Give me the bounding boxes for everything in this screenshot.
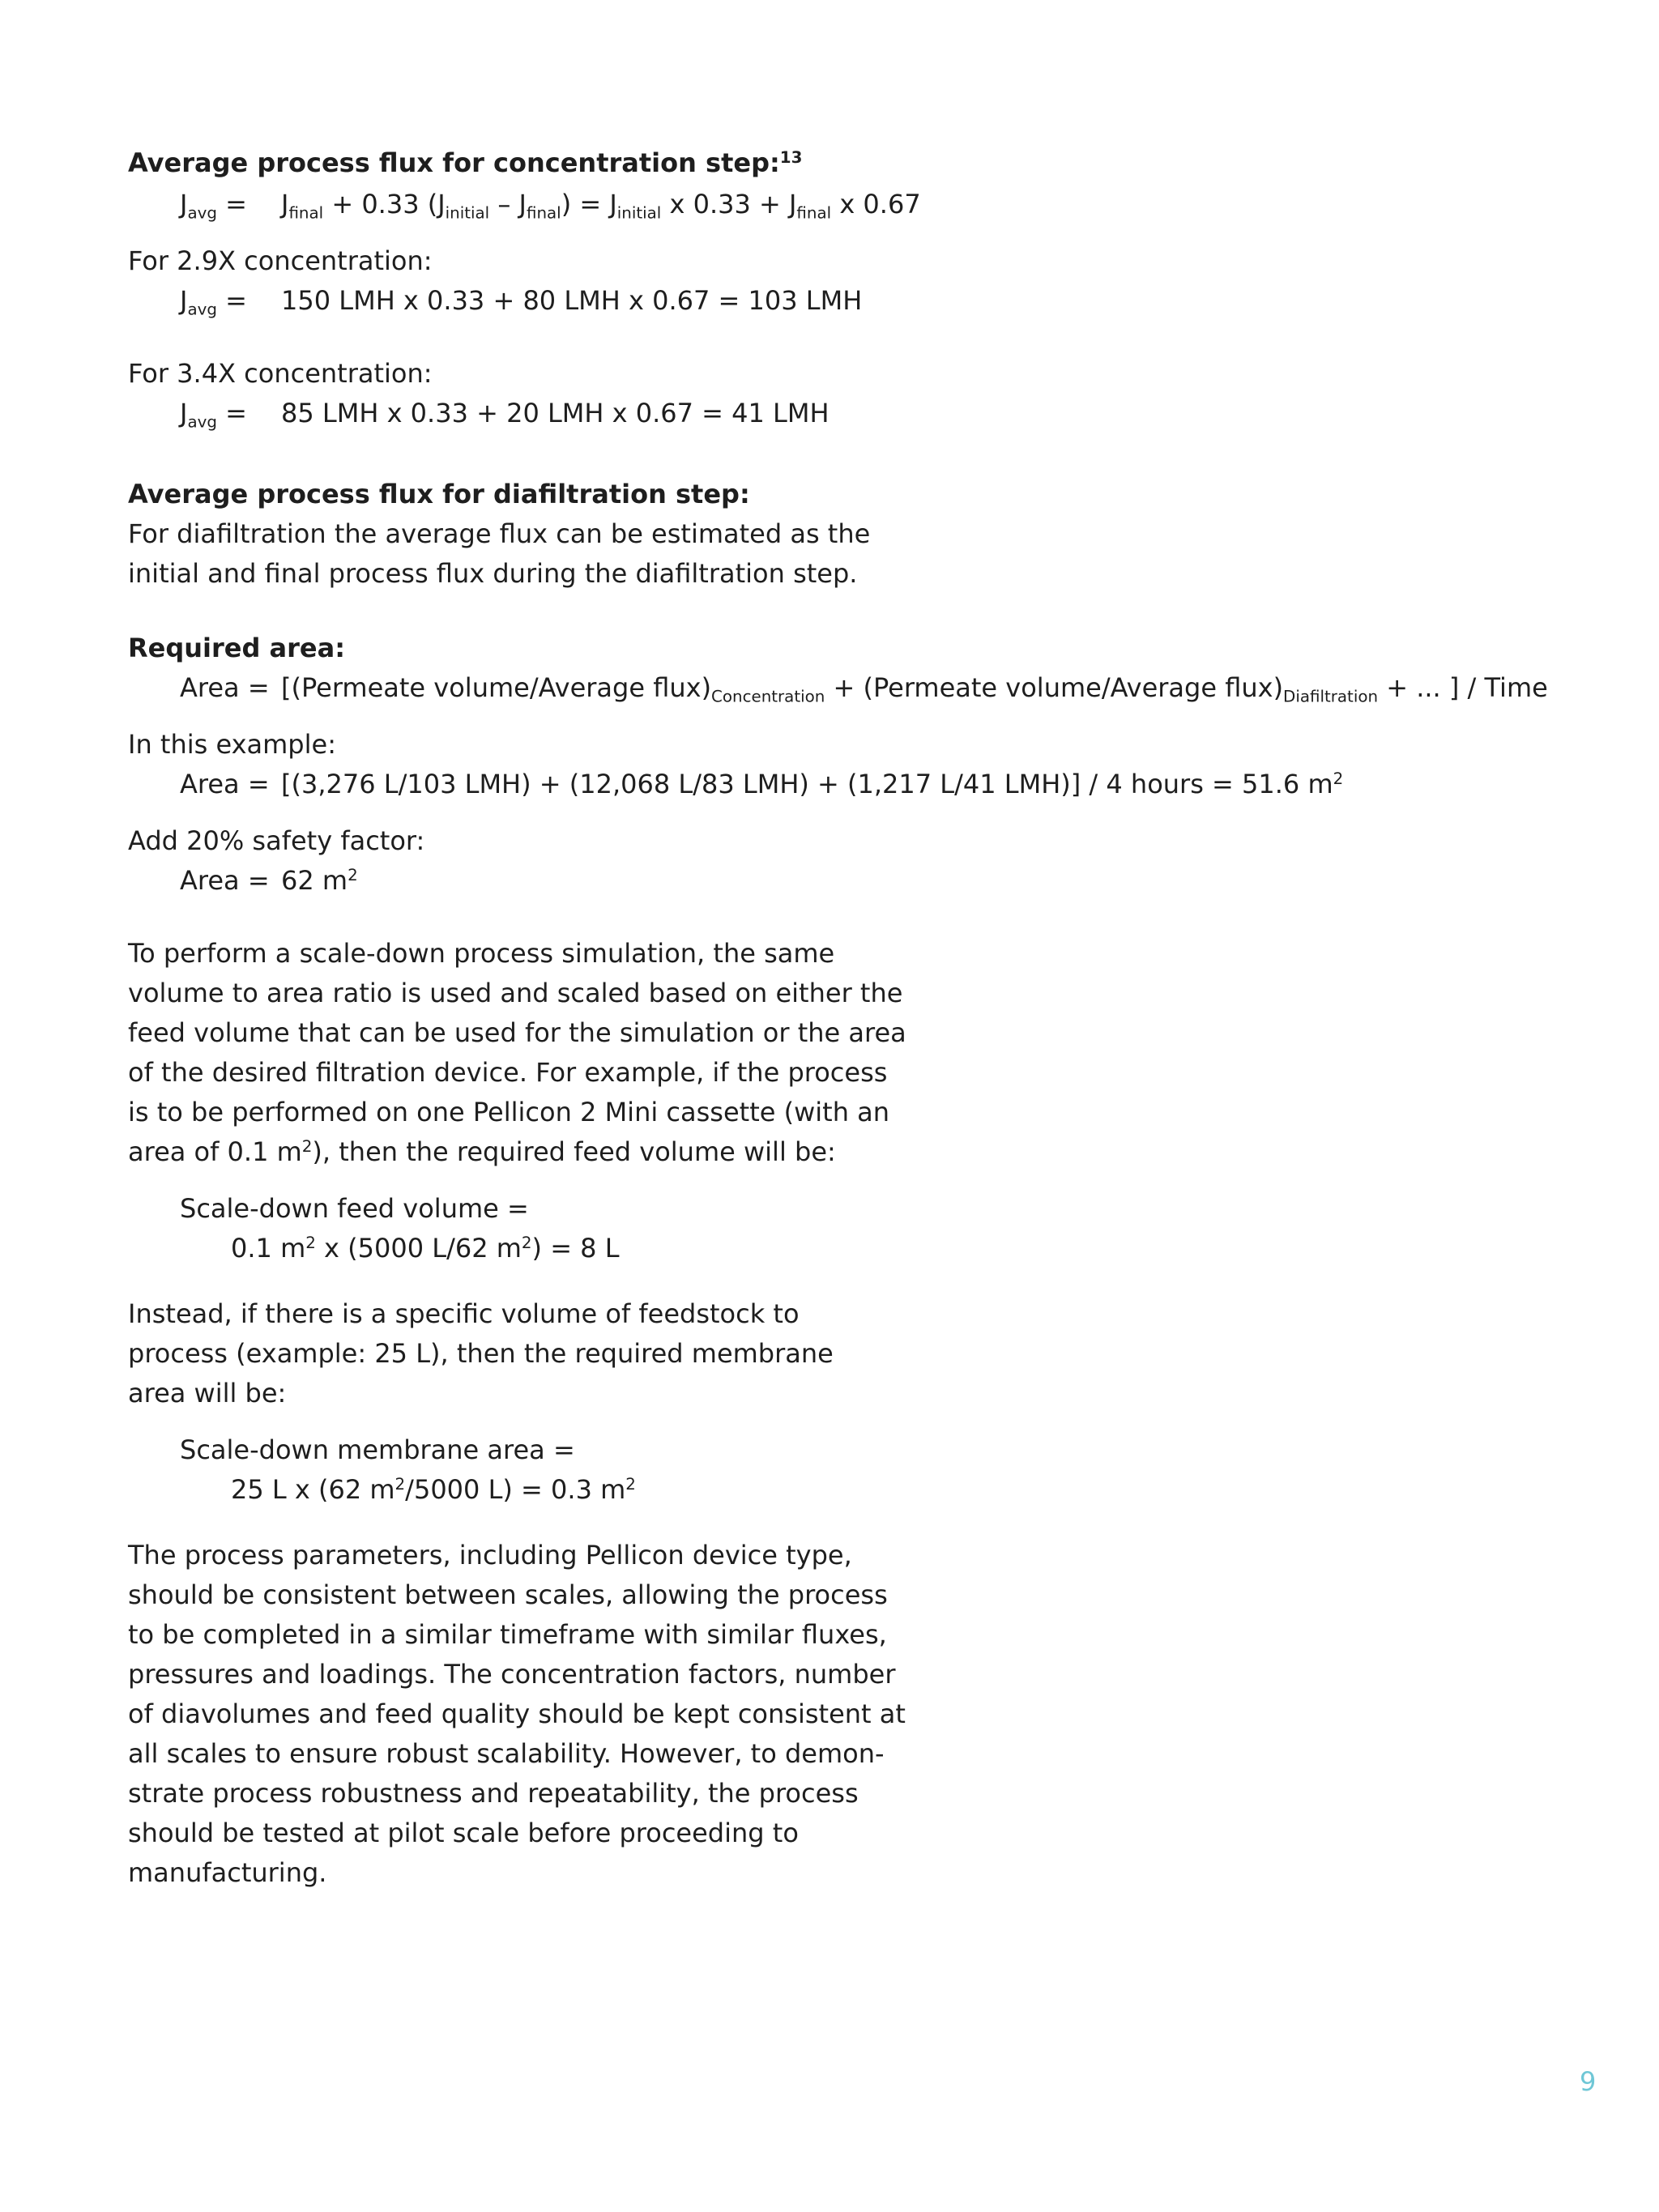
example-rhs: [(3,276 L/103 LMH) + (12,068 L/83 LMH) + (1,217 L/41 LMH)] / 4 hours = 51.6 $m^2$ bbox=[281, 769, 1344, 799]
scale-down-line: volume to area ratio is used and scaled based on either the bbox=[128, 978, 903, 1008]
area-heading: Required area: bbox=[128, 633, 345, 663]
dia-flux-line: For diafiltration the average flux can be estimated as the bbox=[128, 518, 871, 549]
area-lhs: Area = bbox=[180, 672, 270, 703]
params-line: to be completed in a similar timeframe with similar fluxes, bbox=[128, 1619, 887, 1650]
jav-lhs: $J_{avg}$ = bbox=[180, 189, 247, 223]
membrane-area-label: Scale-down membrane area = bbox=[180, 1434, 575, 1465]
safety-rhs: 62 $m^2$ bbox=[281, 865, 358, 896]
scale-down-line: To perform a scale-down process simulation, the same bbox=[128, 938, 835, 969]
ex-34-lhs: $J_{avg}$ = bbox=[180, 398, 247, 432]
feed-volume-label: Scale-down feed volume = bbox=[180, 1193, 529, 1224]
instead-line: process (example: 25 L), then the required membrane bbox=[128, 1338, 834, 1369]
dia-flux-heading: Average process flux for diafiltration step: bbox=[128, 479, 750, 509]
params-line: pressures and loadings. The concentration factors, number bbox=[128, 1659, 896, 1690]
params-line: The process parameters, including Pellicon device type, bbox=[128, 1540, 852, 1571]
params-line: of diavolumes and feed quality should be kept consistent at bbox=[128, 1698, 906, 1729]
scale-down-line: is to be performed on one Pellicon 2 Mini cassette (with an bbox=[128, 1097, 890, 1127]
conc-flux-equation: $J_{final} + 0.33$ $(J_{initial} - J_{final}) = J_{initial}$ x $0.33 + J_{final}$ x 0.67 bbox=[281, 189, 921, 223]
page-number: 9 bbox=[1580, 2066, 1597, 2097]
ex-29-lhs: $J_{avg}$ = bbox=[180, 285, 247, 319]
area-formula: [(Permeate volume/Average $flux)_{Concentration}$ + (Permeate volume/Average $flux)_{Diafiltration}$ + ... ] / Time bbox=[281, 672, 1548, 706]
footnote-ref: 13 bbox=[779, 148, 803, 168]
ex-29-rhs: 150 LMH x 0.33 + 80 LMH x 0.67 = 103 LMH bbox=[281, 285, 863, 316]
ex-34-label: For 3.4X concentration: bbox=[128, 358, 433, 389]
ex-29-label: For 2.9X concentration: bbox=[128, 245, 433, 276]
ex-34-rhs: 85 LMH x 0.33 + 20 LMH x 0.67 = 41 LMH bbox=[281, 398, 830, 428]
feed-volume-formula: 0.1 $m^2$ x (5000 L/62 $m^2) = 8$ L bbox=[231, 1233, 620, 1264]
params-line: should be tested at pilot scale before proceeding to bbox=[128, 1818, 799, 1848]
safety-label: Add 20% safety factor: bbox=[128, 825, 425, 856]
scale-down-line: area of 0.1 $m^2$), then the required feed volume will be: bbox=[128, 1136, 836, 1167]
params-line: should be consistent between scales, allowing the process bbox=[128, 1579, 888, 1610]
params-line: manufacturing. bbox=[128, 1857, 327, 1888]
dia-flux-line: initial and final process flux during the diafiltration step. bbox=[128, 558, 858, 589]
instead-line: area will be: bbox=[128, 1378, 287, 1409]
instead-line: Instead, if there is a specific volume of feedstock to bbox=[128, 1298, 800, 1329]
membrane-area-formula: 25 L x (62 $m^2/5000$ L) = 0.3 $m^2$ bbox=[231, 1474, 636, 1505]
safety-lhs: Area = bbox=[180, 865, 270, 896]
example-lhs: Area = bbox=[180, 769, 270, 799]
scale-down-line: feed volume that can be used for the simulation or the area bbox=[128, 1017, 906, 1048]
params-line: all scales to ensure robust scalability. However, to demon- bbox=[128, 1738, 885, 1769]
scale-down-line: of the desired filtration device. For example, if the process bbox=[128, 1057, 888, 1088]
params-line: strate process robustness and repeatability, the process bbox=[128, 1778, 859, 1809]
example-label: In this example: bbox=[128, 729, 336, 760]
conc-flux-heading: Average process flux for concentration step:$^{13}$ bbox=[128, 147, 803, 178]
